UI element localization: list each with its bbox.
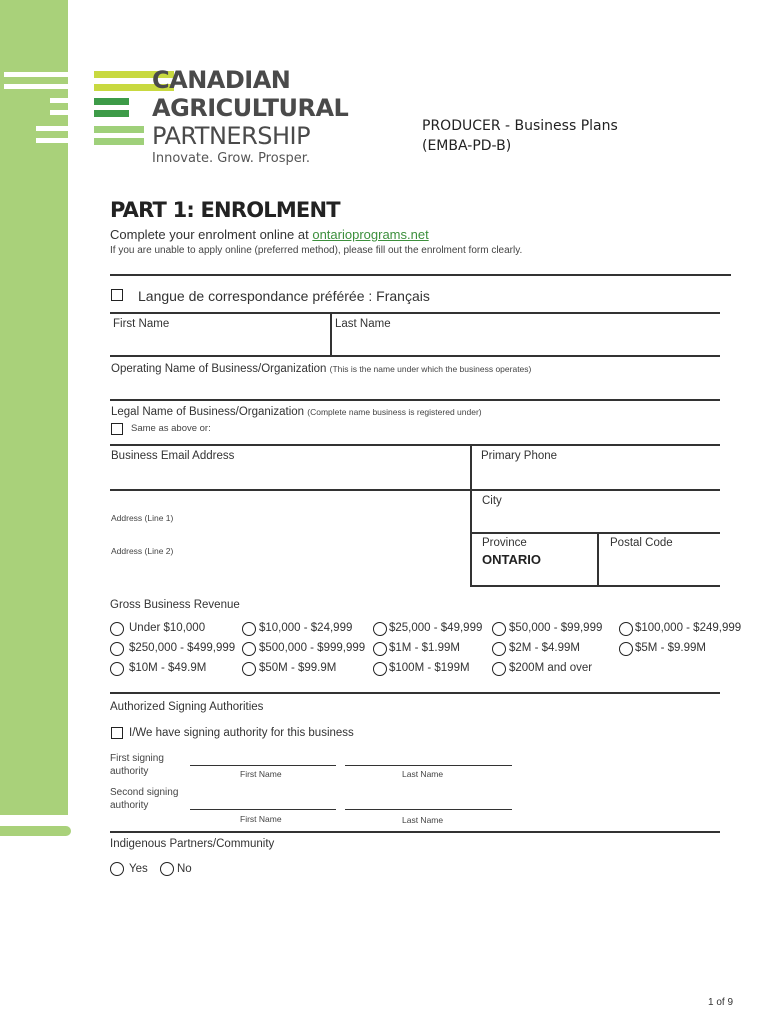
band-stripe bbox=[4, 72, 68, 77]
second-signer-last-name-caption: Last Name bbox=[402, 815, 444, 825]
second-signer-last-name-line[interactable] bbox=[345, 809, 512, 810]
revenue-radio[interactable] bbox=[373, 642, 387, 656]
revenue-radio[interactable] bbox=[373, 662, 387, 676]
revenue-radio[interactable] bbox=[242, 662, 256, 676]
revenue-option: $500,000 - $999,999 bbox=[259, 642, 366, 654]
revenue-option: $1M - $1.99M bbox=[389, 642, 460, 654]
signing-label: Authorized Signing Authorities bbox=[110, 701, 264, 713]
indigenous-label: Indigenous Partners/Community bbox=[110, 838, 275, 850]
program-title: PRODUCER - Business Plans bbox=[422, 118, 618, 134]
operating-name-label bbox=[111, 363, 531, 375]
language-label: Langue de correspondance préférée : Français bbox=[138, 288, 430, 304]
revenue-option: $50M - $99.9M bbox=[259, 662, 337, 674]
second-signer-first-name-caption: First Name bbox=[240, 814, 282, 824]
second-signing-label bbox=[110, 786, 178, 812]
revenue-option: Under $10,000 bbox=[129, 622, 206, 634]
revenue-radio[interactable] bbox=[242, 642, 256, 656]
field-divider bbox=[470, 444, 472, 586]
field-rule bbox=[470, 532, 720, 534]
section-rule bbox=[110, 692, 720, 694]
revenue-radio[interactable] bbox=[492, 622, 506, 636]
revenue-option: $2M - $4.99M bbox=[509, 642, 580, 654]
legal-name-label bbox=[111, 406, 482, 418]
revenue-radio[interactable] bbox=[110, 622, 124, 636]
logo-tagline: Innovate. Grow. Prosper. bbox=[152, 151, 311, 166]
same-as-above-label: Same as above or: bbox=[131, 423, 211, 434]
logo-line-1: CANADIAN bbox=[152, 66, 291, 94]
band-stripe bbox=[36, 138, 68, 143]
revenue-radio[interactable] bbox=[492, 642, 506, 656]
revenue-option: $10M - $49.9M bbox=[129, 662, 207, 674]
first-signing-line2: authority bbox=[110, 766, 149, 777]
first-signer-last-name-line[interactable] bbox=[345, 765, 512, 766]
revenue-radio[interactable] bbox=[373, 622, 387, 636]
side-band bbox=[0, 0, 68, 815]
city-label: City bbox=[482, 495, 502, 507]
same-as-above-checkbox[interactable] bbox=[111, 423, 123, 435]
revenue-option: $200M and over bbox=[509, 662, 593, 674]
intro-prefix: Complete your enrolment online at bbox=[110, 227, 313, 242]
intro-note: If you are unable to apply online (preferred method), please fill out the enrolment form clearly. bbox=[110, 245, 523, 256]
first-signer-first-name-caption: First Name bbox=[240, 769, 282, 779]
email-label: Business Email Address bbox=[111, 450, 235, 462]
logo-bar bbox=[94, 110, 129, 117]
field-rule bbox=[110, 489, 720, 491]
revenue-radio[interactable] bbox=[242, 622, 256, 636]
field-divider bbox=[330, 312, 332, 356]
phone-label: Primary Phone bbox=[481, 450, 558, 462]
part-title: PART 1: ENROLMENT bbox=[110, 198, 340, 222]
second-signer-first-name-line[interactable] bbox=[190, 809, 336, 810]
revenue-option: $5M - $9.99M bbox=[635, 642, 706, 654]
operating-name-text: Operating Name of Business/Organization bbox=[111, 363, 327, 375]
indigenous-no-label: No bbox=[177, 863, 192, 875]
revenue-option: $50,000 - $99,999 bbox=[509, 622, 603, 634]
province-label: Province bbox=[482, 537, 527, 549]
field-rule bbox=[110, 444, 720, 446]
second-signing-line1: Second signing bbox=[110, 787, 179, 798]
logo-bar bbox=[94, 98, 129, 105]
logo-line-3: PARTNERSHIP bbox=[152, 122, 311, 150]
field-rule bbox=[110, 399, 720, 401]
band-stripe bbox=[4, 84, 68, 89]
revenue-option: $25,000 - $49,999 bbox=[389, 622, 483, 634]
band-stripe bbox=[50, 110, 68, 115]
side-band-tab bbox=[0, 826, 71, 836]
signing-authority-label: I/We have signing authority for this business bbox=[129, 727, 354, 739]
last-name-label: Last Name bbox=[335, 318, 391, 330]
postal-code-label: Postal Code bbox=[610, 537, 673, 549]
band-stripe bbox=[50, 98, 68, 103]
field-divider bbox=[597, 532, 599, 586]
indigenous-no-radio[interactable] bbox=[160, 862, 174, 876]
revenue-radio[interactable] bbox=[110, 662, 124, 676]
revenue-radio[interactable] bbox=[492, 662, 506, 676]
address-line2-label: Address (Line 2) bbox=[111, 546, 174, 556]
section-rule bbox=[110, 274, 731, 276]
language-checkbox[interactable] bbox=[111, 289, 123, 301]
band-stripe bbox=[36, 126, 68, 131]
intro-text bbox=[110, 227, 429, 242]
program-code: (EMBA-PD-B) bbox=[422, 138, 512, 154]
revenue-option: $10,000 - $24,999 bbox=[259, 622, 353, 634]
revenue-radio[interactable] bbox=[619, 622, 633, 636]
indigenous-yes-label: Yes bbox=[129, 863, 148, 875]
revenue-label: Gross Business Revenue bbox=[110, 599, 240, 611]
section-rule bbox=[110, 831, 720, 833]
first-signer-first-name-line[interactable] bbox=[190, 765, 336, 766]
address-line1-label: Address (Line 1) bbox=[111, 513, 174, 523]
operating-name-note: (This is the name under which the business operates) bbox=[329, 364, 532, 374]
second-signing-line2: authority bbox=[110, 800, 149, 811]
signing-authority-checkbox[interactable] bbox=[111, 727, 123, 739]
field-rule bbox=[110, 312, 720, 314]
first-name-label: First Name bbox=[113, 318, 170, 330]
revenue-option: $100,000 - $249,999 bbox=[635, 622, 742, 634]
first-signing-label bbox=[110, 752, 164, 778]
first-signer-last-name-caption: Last Name bbox=[402, 769, 444, 779]
field-rule bbox=[470, 585, 720, 587]
field-rule bbox=[110, 355, 720, 357]
first-signing-line1: First signing bbox=[110, 753, 164, 764]
legal-name-note: (Complete name business is registered under) bbox=[307, 407, 482, 417]
logo-bar bbox=[94, 138, 144, 145]
logo-bar bbox=[94, 126, 144, 133]
revenue-radio[interactable] bbox=[619, 642, 633, 656]
revenue-option: $250,000 - $499,999 bbox=[129, 642, 236, 654]
indigenous-yes-radio[interactable] bbox=[110, 862, 124, 876]
logo-line-2: AGRICULTURAL bbox=[152, 94, 349, 122]
page-number: 1 of 9 bbox=[708, 997, 734, 1008]
province-value: ONTARIO bbox=[482, 552, 541, 567]
online-link[interactable]: ontarioprograms.net bbox=[312, 227, 429, 242]
legal-name-text: Legal Name of Business/Organization bbox=[111, 406, 305, 418]
revenue-radio[interactable] bbox=[110, 642, 124, 656]
revenue-option: $100M - $199M bbox=[389, 662, 470, 674]
